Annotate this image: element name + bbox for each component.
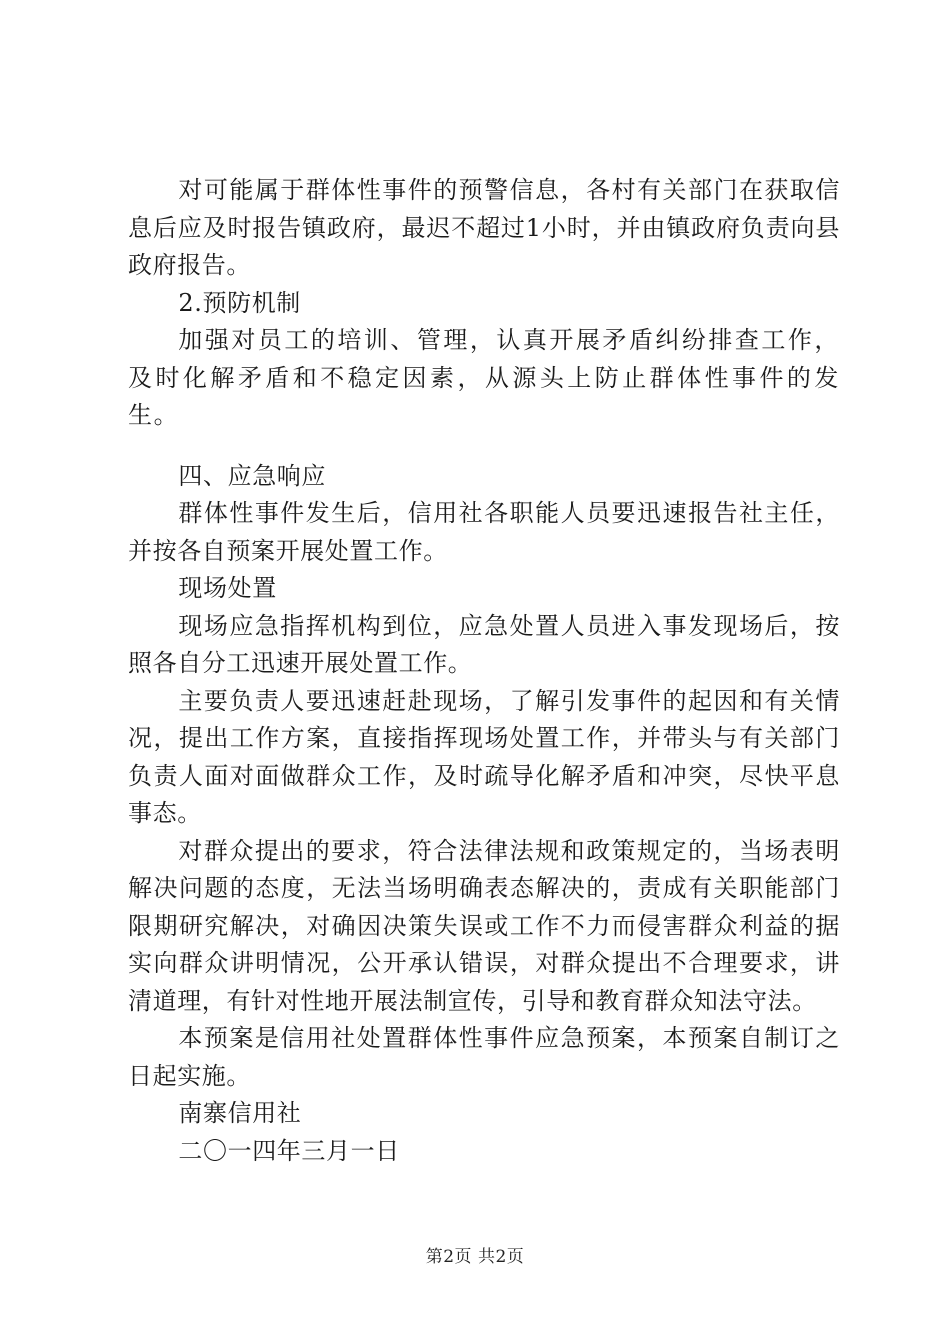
paragraph-gap [128, 435, 840, 458]
heading-emergency-response: 四、应急响应 [178, 461, 326, 490]
signature-organization: 南寨信用社 [178, 1099, 302, 1127]
document-body [128, 172, 840, 1170]
heading-prevention-mechanism: 2.预防机制 [178, 288, 301, 317]
paragraph-response: 群体性事件发生后，信用社各职能人员要迅速报告社主任，并按各自预案开展处置工作。 [128, 499, 840, 565]
signature-date: 二〇一四年三月一日 [178, 1136, 400, 1165]
paragraph-warning-report: 对可能属于群体性事件的预警信息，各村有关部门在获取信息后应及时报告镇政府，最迟不超过1小时，并由镇政府负责向县政府报告。 [128, 176, 840, 279]
heading-onsite-handling: 现场处置 [178, 574, 277, 602]
paragraph-leader-duties: 主要负责人要迅速赶赴现场，了解引发事件的起因和有关情况，提出工作方案，直接指挥现场处置工作，并带头与有关部门负责人面对面做群众工作，及时疏导化解矛盾和冲突，尽快平息事态。 [128, 686, 840, 827]
paragraph-effective-date: 本预案是信用社处置群体性事件应急预案，本预案自制订之日起实施。 [128, 1024, 840, 1090]
page-number-footer: 第2页 共2页 [425, 1247, 525, 1267]
paragraph-onsite-command: 现场应急指挥机构到位，应急处置人员进入事发现场后，按照各自分工迅速开展处置工作。 [128, 611, 840, 677]
paragraph-public-demands: 对群众提出的要求，符合法律法规和政策规定的，当场表明解决问题的态度，无法当场明确表态解决的，责成有关职能部门限期研究解决，对确因决策失误或工作不力而侵害群众利益的据实向群众讲明情况，公开承认错误，对群众提出不合理要求，讲清道理，有针对性地开展法制宣传，引导和教育群众知法守法。 [128, 836, 840, 1015]
paragraph-prevention: 加强对员工的培训、管理，认真开展矛盾纠纷排查工作，及时化解矛盾和不稳定因素，从源头上防止群体性事件的发生。 [128, 326, 840, 429]
